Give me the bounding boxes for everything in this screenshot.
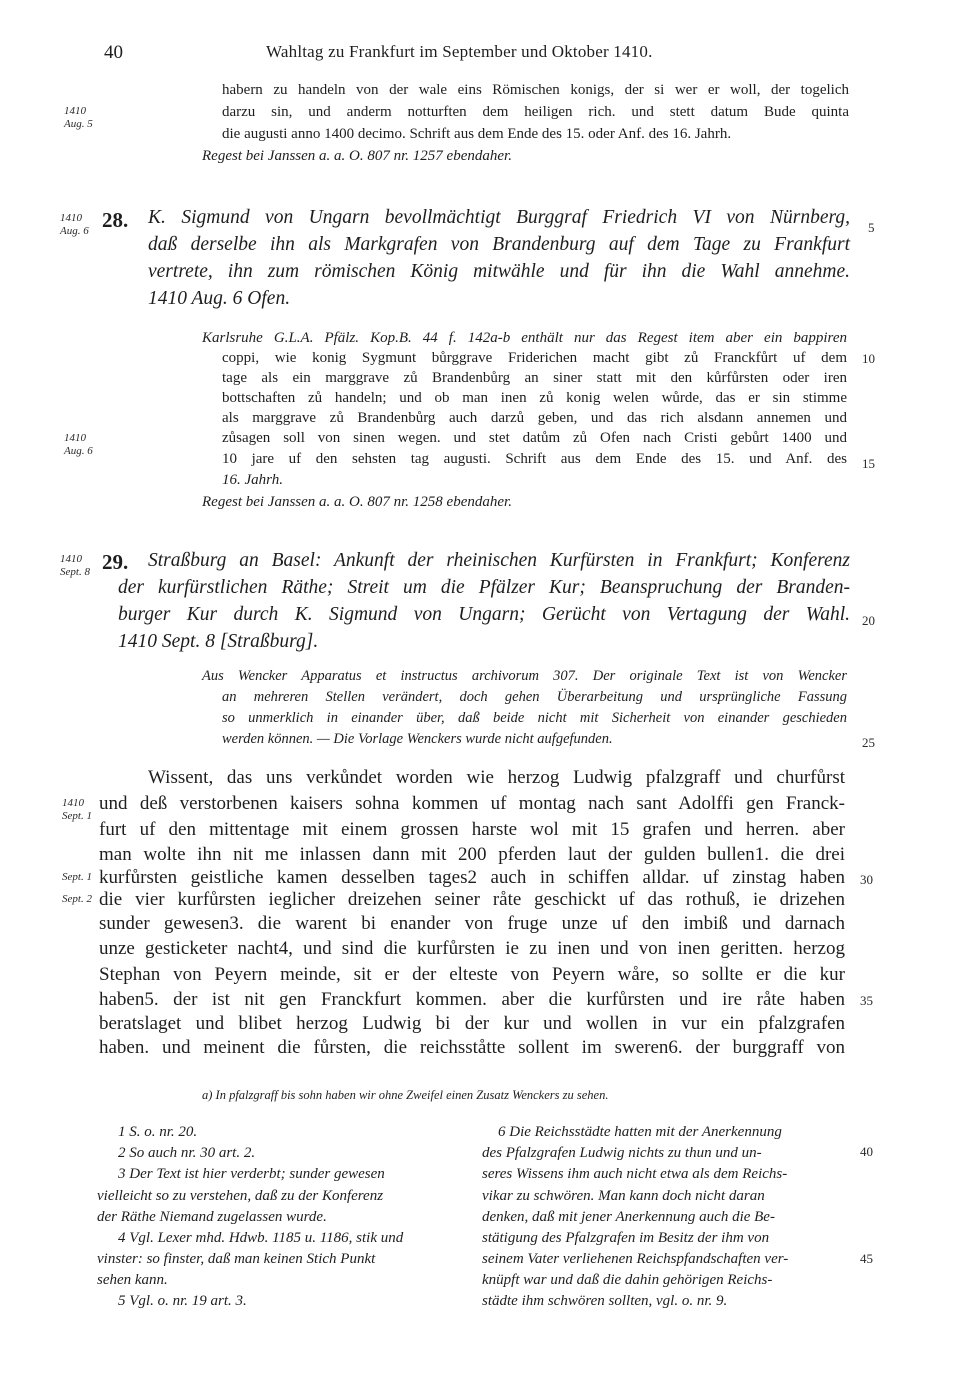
page-number: 40 xyxy=(104,42,123,63)
margin-date-entry28: 1410 Aug. 6 xyxy=(60,212,89,237)
title-line: daß derselbe ihn als Markgrafen von Brandenburg auf dem Tage zu Frankfurt xyxy=(148,234,850,255)
note-line: an mehreren Stellen verändert, doch gehen Überarbeitung und ursprüngliche Fassung xyxy=(222,689,847,705)
body-line: und deß verstorbenen kaisers sohna kommen uf montag nach sant Adolffi gen Franck- xyxy=(99,793,845,814)
footnote-line: sehen kann. xyxy=(97,1272,168,1288)
body-line: haben5. der ist nit gen Franckfurt kommen. aber die kurfůrsten und ire råte haben xyxy=(99,989,845,1010)
footnote-line: vikar zu schwören. Man kann doch nicht daran xyxy=(482,1188,765,1204)
margin-date-entry28-b: 1410 Aug. 6 xyxy=(64,432,93,457)
line-number: 40 xyxy=(860,1144,873,1159)
note-line: werden können. — Die Vorlage Wenckers wurde nicht aufgefunden. xyxy=(222,731,613,747)
entry-number-29: 29. xyxy=(102,550,129,574)
title-line: vertrete, ihn zum römischen König mitwähle und für ihn die Wahl annehme. xyxy=(148,261,850,282)
regest-line: Regest bei Janssen a. a. O. 807 nr. 1257 ebendaher. xyxy=(202,148,512,164)
footnote-line: städte ihm schwören sollten, vgl. o. nr. 9. xyxy=(482,1293,728,1309)
line-number: 5 xyxy=(868,220,875,235)
body-line: furt uf den mittentage mit einem grossen harste wol mit 15 grafen und herren. aber xyxy=(99,819,845,840)
body-line: kurfůrsten geistliche kamen desselben tages2 auch in schiffen alldar. uf zinstag haben xyxy=(99,867,845,888)
footnote-line: vinster: so finster, daß man keinen Stich Punkt xyxy=(97,1251,376,1267)
footnote-line: seinem Vater verliehenen Reichspfandschaften ver- xyxy=(482,1251,789,1267)
footnote-line: 2 So auch nr. 30 art. 2. xyxy=(118,1145,256,1161)
footnote-line: des Pfalzgrafen Ludwig nichts zu thun und un- xyxy=(482,1145,762,1161)
line-number: 35 xyxy=(860,993,873,1008)
footnote-line: seres Wissens ihm auch nicht etwa als dem Reichs- xyxy=(482,1166,788,1182)
text-line: habern zu handeln von der wale eins Römischen konigs, der si wer er woll, der togelich xyxy=(222,82,849,98)
title-line: 1410 Sept. 8 [Straßburg]. xyxy=(118,631,319,652)
title-line: 1410 Aug. 6 Ofen. xyxy=(148,288,291,309)
margin-date-body-2: Sept. 1 xyxy=(62,871,92,883)
footnote-line: 4 Vgl. Lexer mhd. Hdwb. 1185 u. 1186, stik und xyxy=(118,1230,404,1246)
text-line: darzu sin, und anderm notturften dem heiligen rich. und stett datum Bude quinta xyxy=(222,104,849,120)
source-line: tage als ein marggrave zů Brandenbůrg an siner statt mit den kůrfůrsten oder iren xyxy=(222,370,847,386)
line-number: 20 xyxy=(862,613,875,628)
body-line: beratslaget und blibet herzog Ludwig bi der kur und wollen in vur ein pfalzgrafen xyxy=(99,1013,845,1034)
body-line: unze gesticketer nacht4, und sind die kurfůrsten ie zu inen und von inen geritten. herzog xyxy=(99,938,845,959)
title-line: der kurfürstlichen Räthe; Streit um die Pfälzer Kur; Beanspruchung der Branden- xyxy=(118,577,850,598)
source-line: coppi, wie konig Sygmunt bůrggrave Friderichen macht gibt zů Franckfůrt uf dem xyxy=(222,350,847,366)
source-line: bottschaften zů handeln; und ob man inen zů konig welen wůrde, das er sin stimme xyxy=(222,390,847,406)
margin-date-top: 1410 Aug. 5 xyxy=(64,105,93,130)
footnote-line: 3 Der Text ist hier verderbt; sunder gewesen xyxy=(118,1166,385,1182)
footnote-line: 5 Vgl. o. nr. 19 art. 3. xyxy=(118,1293,247,1309)
body-line: Stephan von Peyern meinde, sit er der elteste von Peyern wåre, so sollte er die kur xyxy=(99,964,845,985)
line-number: 45 xyxy=(860,1251,873,1266)
body-line: sunder gewesen3. die warent bi enander von fruge unze uf den imbiß und darnach xyxy=(99,913,845,934)
margin-date-body-3: Sept. 2 xyxy=(62,893,92,905)
body-line: die vier kurfůrsten ieglicher dreizehen seiner råte geschickt uf das rothuß, ie drizehen xyxy=(99,889,845,910)
body-line: haben. und meinent die fůrsten, die reichsståtte sollent im sweren6. der burggraff von xyxy=(99,1037,845,1058)
footnote-line: 1 S. o. nr. 20. xyxy=(118,1124,198,1140)
source-line: Karlsruhe G.L.A. Pfälz. Kop.B. 44 f. 142a-b enthält nur das Regest item aber ein bappiren xyxy=(202,330,847,346)
note-line: Aus Wencker Apparatus et instructus archivorum 307. Der originale Text ist von Wencker xyxy=(202,668,847,684)
source-line: 16. Jahrh. xyxy=(222,472,283,488)
footnote-line: der Räthe Niemand zugelassen wurde. xyxy=(97,1209,327,1225)
line-number: 25 xyxy=(862,735,875,750)
footnote-line: knüpft war und daß die dahin gehörigen Reichs- xyxy=(482,1272,773,1288)
source-line: zůsagen soll von sinen wegen. und stet datům zů Ofen nach Cristi gebůrt 1400 und xyxy=(222,430,847,446)
source-line: 10 jare uf den sehsten tag augusti. Schrift aus dem Ende des 15. und Anf. des xyxy=(222,451,847,467)
note-line: so unmerklich in einander über, daß beide nicht mit Sicherheit von einander geschieden xyxy=(222,710,847,726)
footnote-line: vielleicht so zu verstehen, daß zu der Konferenz xyxy=(97,1188,384,1204)
margin-date-entry29: 1410 Sept. 8 xyxy=(60,553,90,578)
footnote-line: stätigung des Pfalzgrafen im Besitz der ihm von xyxy=(482,1230,770,1246)
running-title: Wahltag zu Frankfurt im September und Oktober 1410. xyxy=(266,42,653,61)
title-line: burger Kur durch K. Sigmund von Ungarn; Gerücht von Vertagung der Wahl. xyxy=(118,604,850,625)
entry-number-28: 28. xyxy=(102,208,129,232)
line-number: 10 xyxy=(862,351,875,366)
line-number: 15 xyxy=(862,456,875,471)
regest-line: Regest bei Janssen a. a. O. 807 nr. 1258 ebendaher. xyxy=(202,494,512,510)
footnote-line: 6 Die Reichsstädte hatten mit der Anerkennung xyxy=(498,1124,782,1140)
body-line: Wissent, das uns verkůndet worden wie herzog Ludwig pfalzgraff und churfůrst xyxy=(148,767,845,788)
apparatus-note: a) In pfalzgraff bis sohn haben wir ohne Zweifel einen Zusatz Wenckers zu sehen. xyxy=(202,1088,609,1102)
title-line: Straßburg an Basel: Ankunft der rheinischen Kurfürsten in Frankfurt; Konferenz xyxy=(148,550,850,571)
footnote-line: denken, daß mit jener Anerkennung auch die Be- xyxy=(482,1209,775,1225)
source-line: als marggrave zů Brandenbůrg auch darzů geben, und das rich alsdann annemen und xyxy=(222,410,847,426)
text-line: die augusti anno 1400 decimo. Schrift aus dem Ende des 15. oder Anf. des 16. Jahrh. xyxy=(222,126,732,142)
margin-date-body-1: 1410 Sept. 1 xyxy=(62,797,92,822)
line-number: 30 xyxy=(860,872,873,887)
title-line: K. Sigmund von Ungarn bevollmächtigt Burggraf Friedrich VI von Nürnberg, xyxy=(148,207,850,228)
body-line: man wolte ihn nit me inlassen dann mit 200 pferden laut der gulden bullen1. die drei xyxy=(99,844,845,865)
